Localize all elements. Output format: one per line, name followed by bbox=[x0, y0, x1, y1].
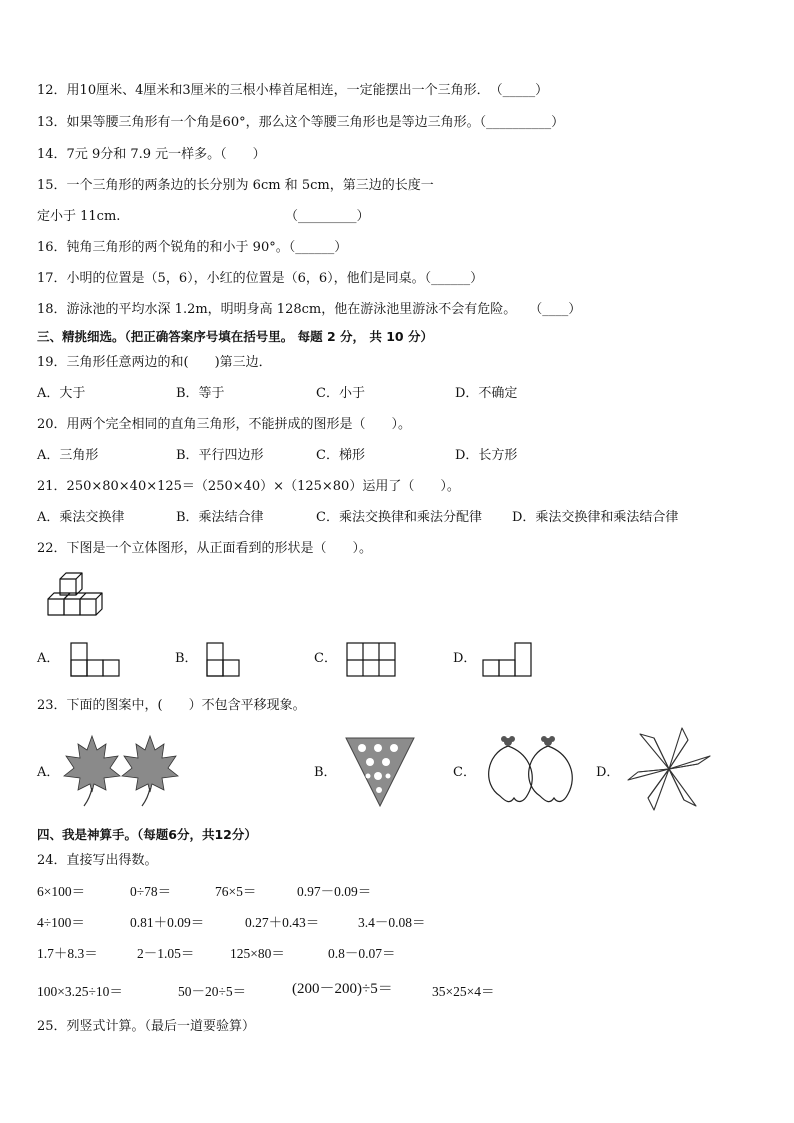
question-19: 19．三角形任意两边的和( )第三边． bbox=[37, 355, 272, 370]
calc-1-4: 0.97－0.09＝ bbox=[297, 884, 372, 899]
q19-option-c: C．小于 bbox=[316, 386, 365, 401]
question-16: 16．钝角三角形的两个锐角的和小于 90°。（______） bbox=[37, 240, 348, 255]
calc-4-2: 50－20÷5＝ bbox=[178, 984, 247, 999]
question-14: 14．7元 9分和 7.9 元一样多。（ ） bbox=[37, 147, 266, 162]
question-25: 25．列竖式计算。（最后一道要验算） bbox=[37, 1019, 256, 1034]
calc-2-3: 0.27＋0.43＝ bbox=[245, 915, 320, 930]
maple-leaves-icon bbox=[62, 732, 182, 808]
pinwheel-icon bbox=[624, 724, 714, 814]
q22-option-c: C． bbox=[314, 651, 337, 666]
question-22: 22．下图是一个立体图形，从正面看到的形状是（ ）。 bbox=[37, 541, 373, 556]
q21-option-d: D．乘法交换律和乘法结合律 bbox=[512, 510, 679, 525]
calc-1-1: 6×100＝ bbox=[37, 884, 86, 899]
question-17: 17．小明的位置是（5，6），小红的位置是（6，6），他们是同桌。（______） bbox=[37, 271, 484, 286]
q22-shape-c bbox=[346, 642, 400, 678]
question-15-line2: 定小于 11cm. bbox=[37, 209, 121, 224]
section-3-title: 三、精挑细选。（把正确答案序号填在括号里。 每题 2 分， 共 10 分） bbox=[37, 329, 433, 344]
q19-option-d: D．不确定 bbox=[455, 386, 518, 401]
calc-1-2: 0÷78＝ bbox=[130, 884, 172, 899]
question-15-line1: 15．一个三角形的两条边的长分别为 6cm 和 5cm，第三边的长度一 bbox=[37, 178, 434, 193]
q21-option-c: C．乘法交换律和乘法分配律 bbox=[316, 510, 482, 525]
triangle-flowers-icon bbox=[344, 736, 416, 808]
heart-balloons-icon bbox=[480, 732, 580, 808]
question-12: 12．用10厘米、4厘米和3厘米的三根小棒首尾相连，一定能摆出一个三角形． （_____） bbox=[37, 83, 549, 98]
q22-shape-d bbox=[482, 642, 536, 678]
calc-4-1: 100×3.25÷10＝ bbox=[37, 984, 123, 999]
q20-option-d: D．长方形 bbox=[455, 448, 518, 463]
q23-option-b: B． bbox=[314, 765, 337, 780]
section-4-title: 四、我是神算手。（每题6分，共12分） bbox=[37, 827, 257, 842]
q21-option-a: A．乘法交换律 bbox=[37, 510, 125, 525]
calc-1-3: 76×5＝ bbox=[215, 884, 257, 899]
calc-3-4: 0.8－0.07＝ bbox=[328, 946, 396, 961]
question-13: 13．如果等腰三角形有一个角是60°，那么这个等腰三角形也是等边三角形。（__________） bbox=[37, 115, 565, 130]
calc-3-2: 2－1.05＝ bbox=[137, 946, 195, 961]
calc-4-3: (200－200)÷5＝ bbox=[292, 981, 393, 997]
cube-solid-figure bbox=[44, 570, 110, 624]
q22-option-b: B． bbox=[175, 651, 198, 666]
question-15-blank: （_________） bbox=[285, 209, 370, 224]
question-20: 20．用两个完全相同的直角三角形，不能拼成的图形是（ ）。 bbox=[37, 417, 412, 432]
q22-shape-b bbox=[206, 642, 246, 678]
question-23: 23．下面的图案中，( ）不包含平移现象。 bbox=[37, 698, 306, 713]
q22-option-a: A． bbox=[37, 651, 60, 666]
q19-option-a: A．大于 bbox=[37, 386, 86, 401]
calc-2-1: 4÷100＝ bbox=[37, 915, 85, 930]
calc-4-4: 35×25×4＝ bbox=[432, 984, 495, 999]
q20-option-c: C．梯形 bbox=[316, 448, 365, 463]
calc-3-3: 125×80＝ bbox=[230, 946, 285, 961]
q23-option-d: D． bbox=[596, 765, 620, 780]
q22-shape-a bbox=[70, 642, 124, 678]
question-21: 21．250×80×40×125＝（250×40）×（125×80）运用了（ ）。 bbox=[37, 479, 460, 494]
q23-option-a: A． bbox=[37, 765, 60, 780]
calc-3-1: 1.7＋8.3＝ bbox=[37, 946, 98, 961]
calc-2-4: 3.4－0.08＝ bbox=[358, 915, 426, 930]
question-18: 18．游泳池的平均水深 1.2m，明明身高 128cm，他在游泳池里游泳不会有危险。 （____） bbox=[37, 302, 582, 317]
calc-2-2: 0.81＋0.09＝ bbox=[130, 915, 205, 930]
question-24: 24．直接写出得数。 bbox=[37, 853, 158, 868]
q20-option-b: B．平行四边形 bbox=[176, 448, 264, 463]
q21-option-b: B．乘法结合律 bbox=[176, 510, 264, 525]
q22-option-d: D． bbox=[453, 651, 477, 666]
q23-option-c: C． bbox=[453, 765, 476, 780]
q19-option-b: B．等于 bbox=[176, 386, 225, 401]
q20-option-a: A．三角形 bbox=[37, 448, 99, 463]
